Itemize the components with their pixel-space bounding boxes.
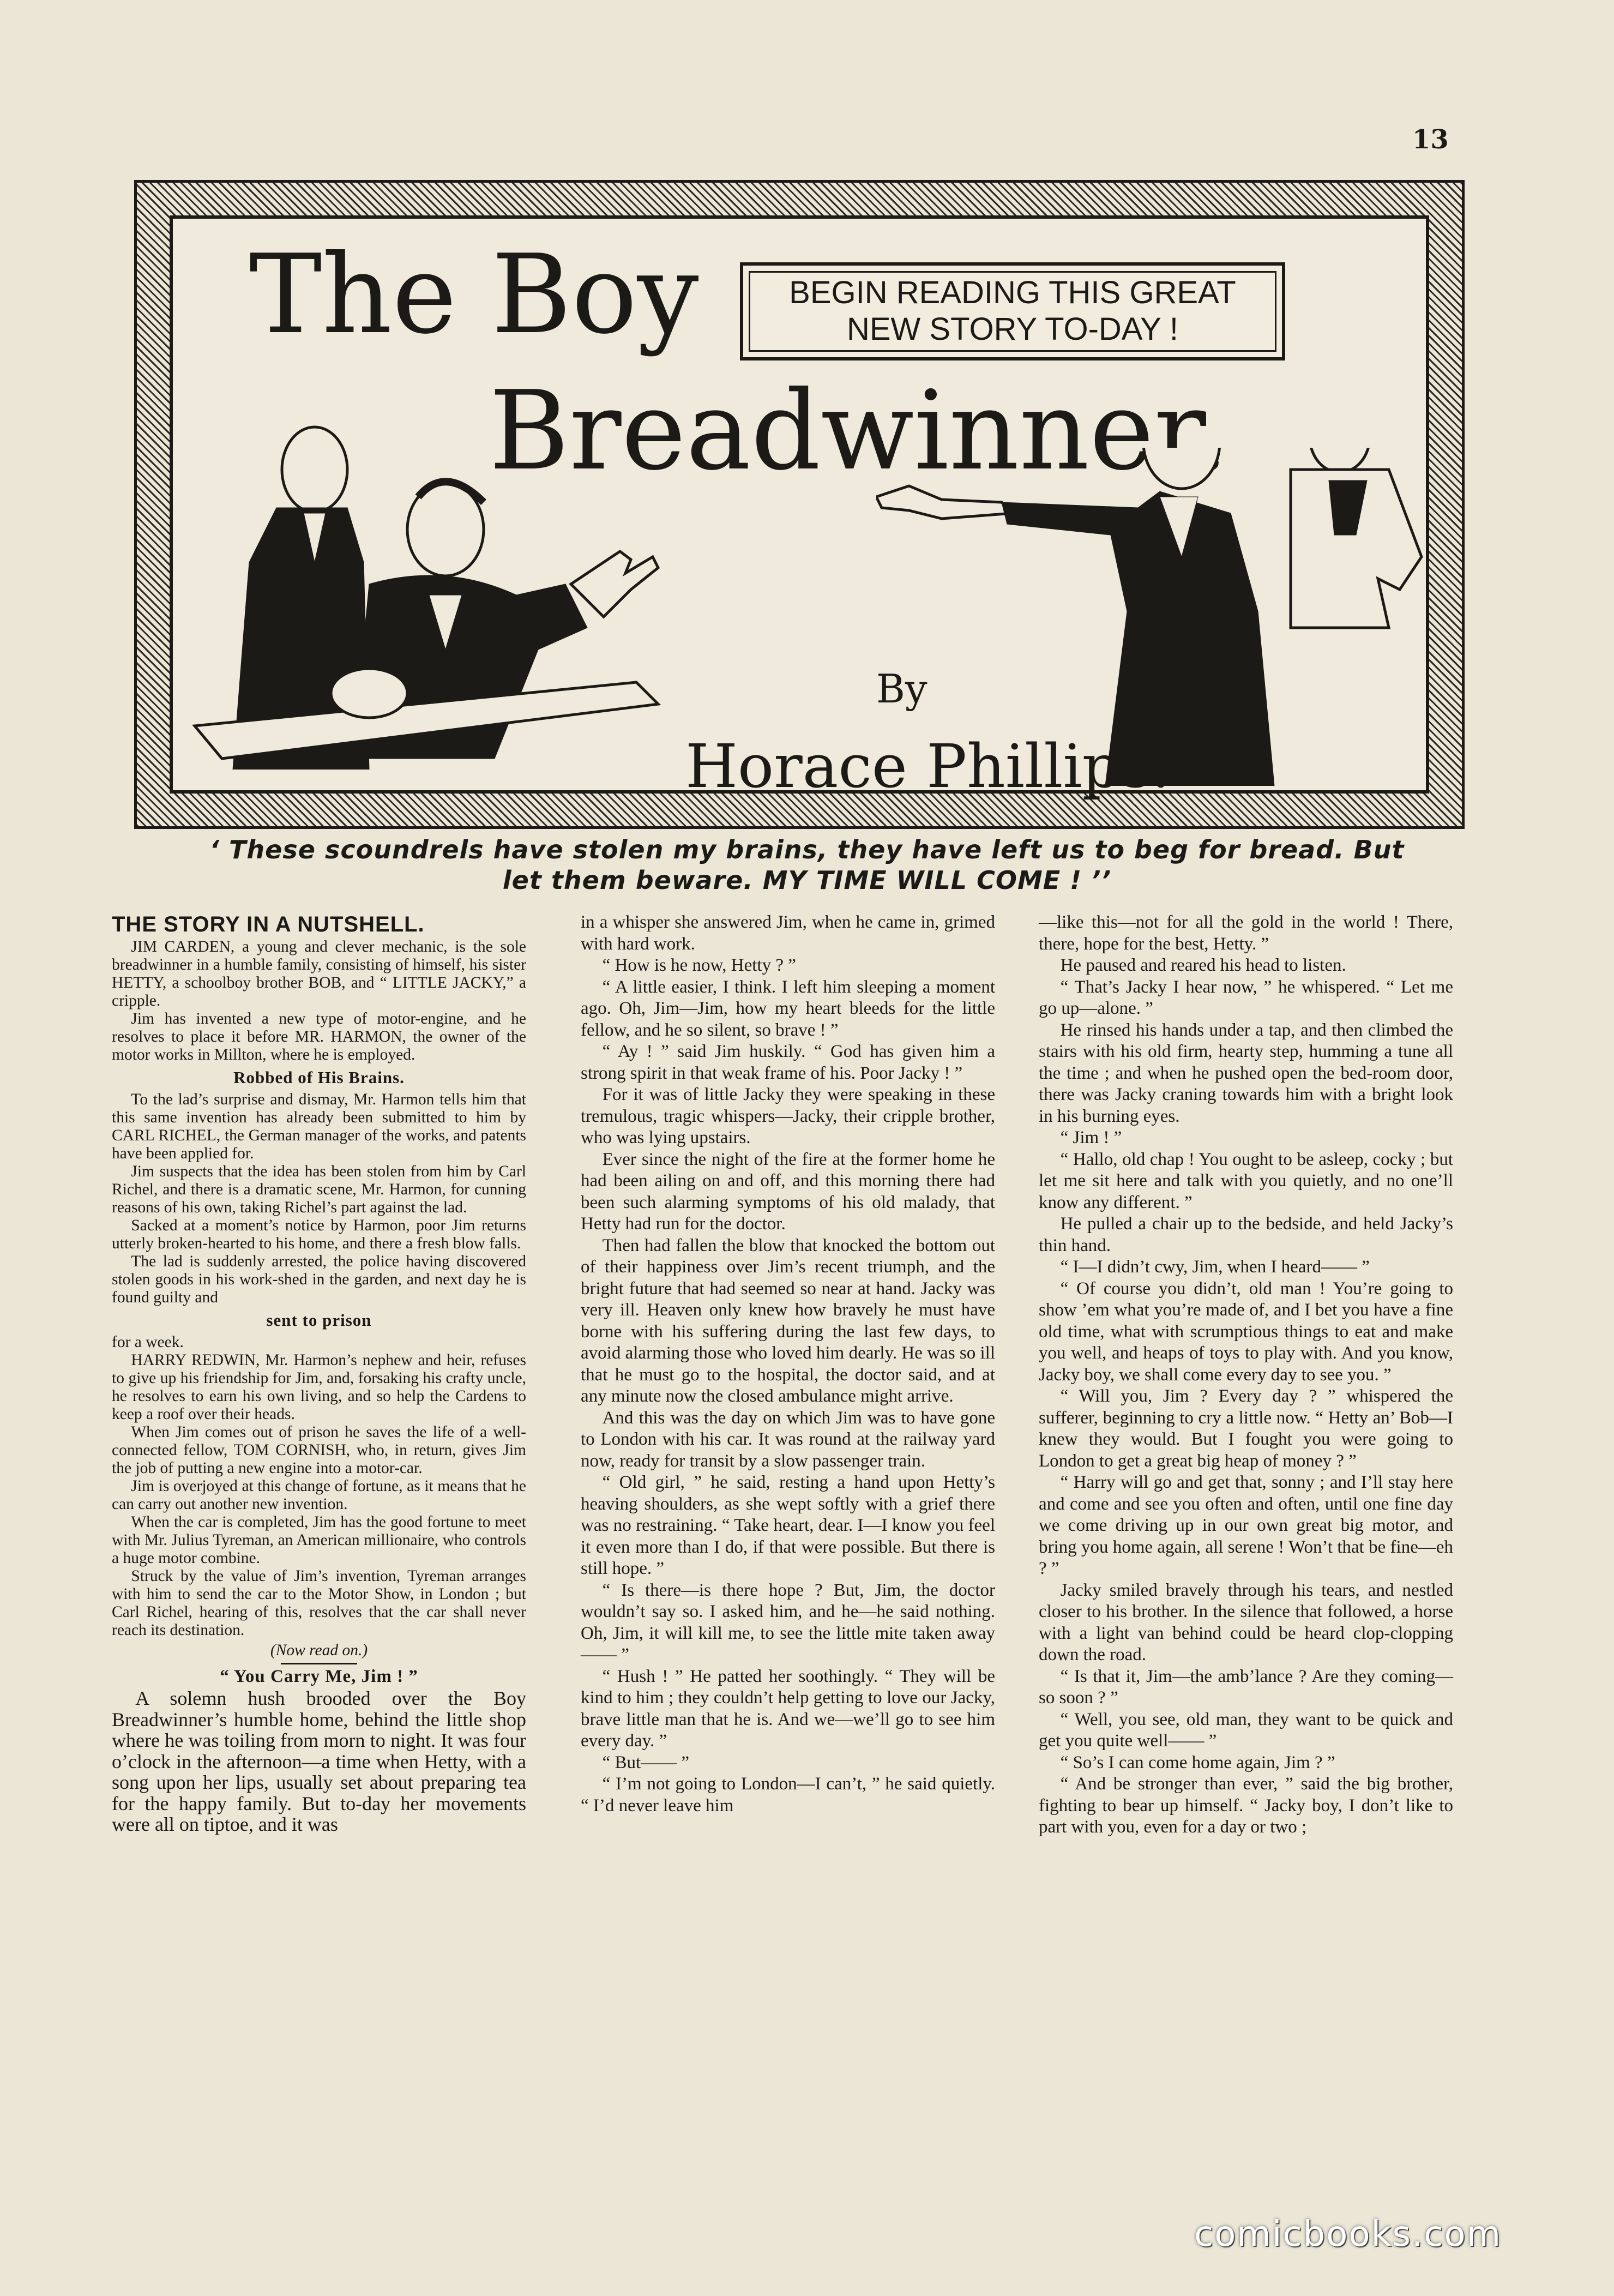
paragraph: When Jim comes out of prison he saves the life of a well-connected fellow, TOM CORNISH, who, in return, gives Jim the job of putting a new engine into a motor-car.	[112, 1423, 526, 1477]
title-panel-inner	[170, 215, 1429, 801]
paragraph: JIM CARDEN, a young and clever mechanic, is the sole breadwinner in a humble family, consisting of himself, his sister HETTY, a schoolboy brother BOB, and “ LITTLE JACKY,” a cripple.	[112, 938, 526, 1009]
promo-box	[740, 262, 1285, 360]
paragraph: “ Harry will go and get that, sonny ; and I’ll stay here and come and see you often and often, until one fine day we come driving up in our own great big motor, and bring you home again, all serene ! Won’t that be fine—eh ? ”	[1039, 1472, 1453, 1578]
paragraph: He rinsed his hands under a tap, and then climbed the stairs with his old firm, hearty step, humming a tune all the time ; and when he pushed open the bed-room door, there was Jacky craning towards him with a bright look in his burning eyes.	[1039, 1020, 1453, 1126]
paragraph: “ A little easier, I think. I left him sleeping a moment ago. Oh, Jim—Jim, how my heart bleeds for the little fellow, and he so silent, so brave ! ”	[581, 977, 995, 1040]
paragraph: When the car is completed, Jim has the good fortune to meet with Mr. Julius Tyreman, an American millionaire, who controls a huge motor combine.	[112, 1513, 526, 1567]
paragraph: “ Hush ! ” He patted her soothingly. “ They will be kind to him ; they couldn’t help getting to love our Jacky, brave little man that he is. And we—we’ll go to see him every day. ”	[581, 1666, 995, 1751]
nutshell-heading: THE STORY IN A NUTSHELL.	[112, 912, 425, 936]
paragraph: “ Of course you didn’t, old man ! You’re going to show ’em what you’re made of, and I bet you have a fine old time, what with scrumptious things to eat and make you well, and heaps of toys to play with. And you know, Jacky boy, we shall come every day to see you. ”	[1039, 1278, 1453, 1385]
paragraph: To the lad’s surprise and dismay, Mr. Harmon tells him that this same invention has already been submitted to him by CARL RICHEL, the German manager of the works, and patents have been applied for.	[112, 1091, 526, 1162]
subheading: sent to prison	[266, 1311, 372, 1330]
paragraph: “ Hallo, old chap ! You ought to be asleep, cocky ; but let me sit here and talk with you quietly, and no one’ll know any different. ”	[1039, 1149, 1453, 1212]
paragraph: “ I’m not going to London—I can’t, ” he said quietly. “ I’d never leave him	[581, 1774, 995, 1816]
paragraph: Ever since the night of the fire at the former home he had been ailing on and off, and this morning there had been such alarming symptoms of his old malady, that Hetty had run for the doctor.	[581, 1149, 995, 1234]
byline-by: By	[876, 666, 928, 712]
paragraph: And this was the day on which Jim was to have gone to London with his car. It was round at the railway yard now, ready for transit by a slow passenger train.	[581, 1408, 995, 1471]
paragraph: Jim is overjoyed at this change of fortune, as it means that he can carry out another new invention.	[112, 1477, 526, 1513]
paragraph: HARRY REDWIN, Mr. Harmon’s nephew and heir, refuses to give up his friendship for Jim, and, forsaking his crafty uncle, he resolves to earn his own living, and so help the Cardens to keep a roof over their heads.	[112, 1351, 526, 1423]
chapter-subheading: “ You Carry Me, Jim ! ”	[220, 1667, 418, 1686]
paragraph: “ Jim ! ”	[1060, 1128, 1122, 1147]
paragraph: for a week.	[112, 1333, 184, 1351]
caption-line-2: let them beware. MY TIME WILL COME ! ’’	[502, 865, 1112, 895]
paragraph: “ Is there—is there hope ? But, Jim, the doctor wouldn’t say so. I asked him, and he—he said nothing. Oh, Jim, it will kill me, to see the little mite taken away—— ”	[581, 1580, 995, 1664]
paragraph: in a whisper she answered Jim, when he came in, grimed with hard work.	[581, 912, 995, 954]
paragraph: —like this—not for all the gold in the world ! There, there, hope for the best, Hetty. ”	[1039, 912, 1453, 954]
paragraph: Jacky smiled bravely through his tears, and nestled closer to his brother. In the silence that followed, a horse with a light van behind could be heard clop-clopping down the road.	[1039, 1580, 1453, 1664]
paragraph: “ Old girl, ” he said, resting a hand upon Hetty’s heaving shoulders, as she wept softly with a grief there was no restraining. “ Take heart, dear. I—I know you feel it even more than I do, if that were possible. But there is still hope. ”	[581, 1472, 995, 1578]
paragraph: Jim has invented a new type of motor-engine, and he resolves to place it before MR. HARMON, the owner of the motor works in Millton, where he is employed.	[112, 1010, 526, 1063]
paragraph: Sacked at a moment’s notice by Harmon, poor Jim returns utterly broken-hearted to his home, and there a fresh blow falls.	[112, 1217, 526, 1252]
subheading: Robbed of His Brains.	[233, 1068, 405, 1087]
paragraph: “ I—I didn’t cwy, Jim, when I heard—— ”	[1060, 1257, 1370, 1277]
paragraph: He paused and reared his head to listen.	[1060, 955, 1346, 975]
site-watermark: comicbooks.com	[1194, 2214, 1502, 2255]
paragraph: “ How is he now, Hetty ? ”	[602, 955, 796, 975]
paragraph: “ So’s I can come home again, Jim ? ”	[1060, 1752, 1335, 1772]
promo-line-1: BEGIN READING THIS GREAT	[789, 275, 1236, 311]
story-title-line-2: Breadwinner.	[489, 368, 1229, 495]
paragraph: A solemn hush brooded over the Boy Breadwinner’s humble home, behind the little shop where he was toiling from morn to night. It was four o’clock in the afternoon—a time when Hetty, with a song upon her lips, usually set about preparing tea for the happy family. But to-day her movements were all on tiptoe, and it was	[112, 1687, 526, 1835]
page-number: 13	[1412, 124, 1449, 155]
illustration-caption	[164, 834, 1450, 895]
divider-rule	[281, 1663, 357, 1664]
paragraph: “ Ay ! ” said Jim huskily. “ God has given him a strong spirit in that weak frame of his. Poor Jacky ! ”	[581, 1042, 995, 1083]
paragraph: “ But—— ”	[602, 1752, 690, 1772]
story-title-line-1: The Boy	[249, 231, 699, 358]
paragraph: Then had fallen the blow that knocked the bottom out of their happiness over Jim’s recent triumph, and the bright future that had seemed so near at hand. Jacky was very ill. Heaven only knew how bravely he must have borne with his suffering during the last few days, to avoid alarming those who loved him dearly. He was so ill that he must go to the hospital, the doctor said, and at any minute now the closed ambulance might arrive.	[581, 1235, 995, 1406]
paragraph: “ That’s Jacky I hear now, ” he whispered. “ Let me go up—alone. ”	[1039, 977, 1453, 1018]
paragraph: “ Will you, Jim ? Every day ? ” whispered the sufferer, beginning to cry a little now. “ Hetty an’ Bob—I knew they would. But I fought you were going to London to get a great big heap of money ? ”	[1039, 1386, 1453, 1471]
column-2	[581, 912, 995, 1817]
column-3	[1039, 912, 1453, 1838]
paragraph: For it was of little Jacky they were speaking in these tremulous, tragic whispers—Jacky, their cripple brother, who was lying upstairs.	[581, 1085, 995, 1147]
paragraph: “ And be stronger than ever, ” said the big brother, fighting to bear up himself. “ Jacky boy, I don’t like to part with you, even for a day or two ;	[1039, 1774, 1453, 1837]
paragraph: “ Well, you see, old man, they want to be quick and get you quite well—— ”	[1039, 1709, 1453, 1751]
paragraph: The lad is suddenly arrested, the police having discovered stolen goods in his work-shed in the garden, and next day he is found guilty and	[112, 1253, 526, 1306]
illustration-seated-men	[189, 420, 680, 770]
paragraph: Jim suspects that the idea has been stolen from him by Carl Richel, and there is a dramatic scene, Mr. Harmon, for cunning reasons of his own, taking Richel’s part against the lad.	[112, 1163, 526, 1216]
promo-line-2: NEW STORY TO-DAY !	[846, 311, 1179, 347]
paragraph: “ Is that it, Jim—the amb’lance ? Are they coming—so soon ? ”	[1039, 1666, 1453, 1708]
paragraph: Struck by the value of Jim’s invention, Tyreman arranges with him to send the car to the Motor Show, in London ; but Carl Richel, hearing of this, resolves that the car shall never reach its destination.	[112, 1567, 526, 1639]
now-read-on: (Now read on.)	[270, 1642, 368, 1659]
title-illustration-panel	[134, 180, 1465, 829]
column-1	[112, 912, 526, 1835]
author-name: Horace Phillips.	[685, 731, 1171, 801]
paragraph: He pulled a chair up to the bedside, and held Jacky’s thin hand.	[1039, 1214, 1453, 1255]
caption-line-1: ‘ These scoundrels have stolen my brains, they have left us to beg for bread. But	[209, 835, 1405, 864]
